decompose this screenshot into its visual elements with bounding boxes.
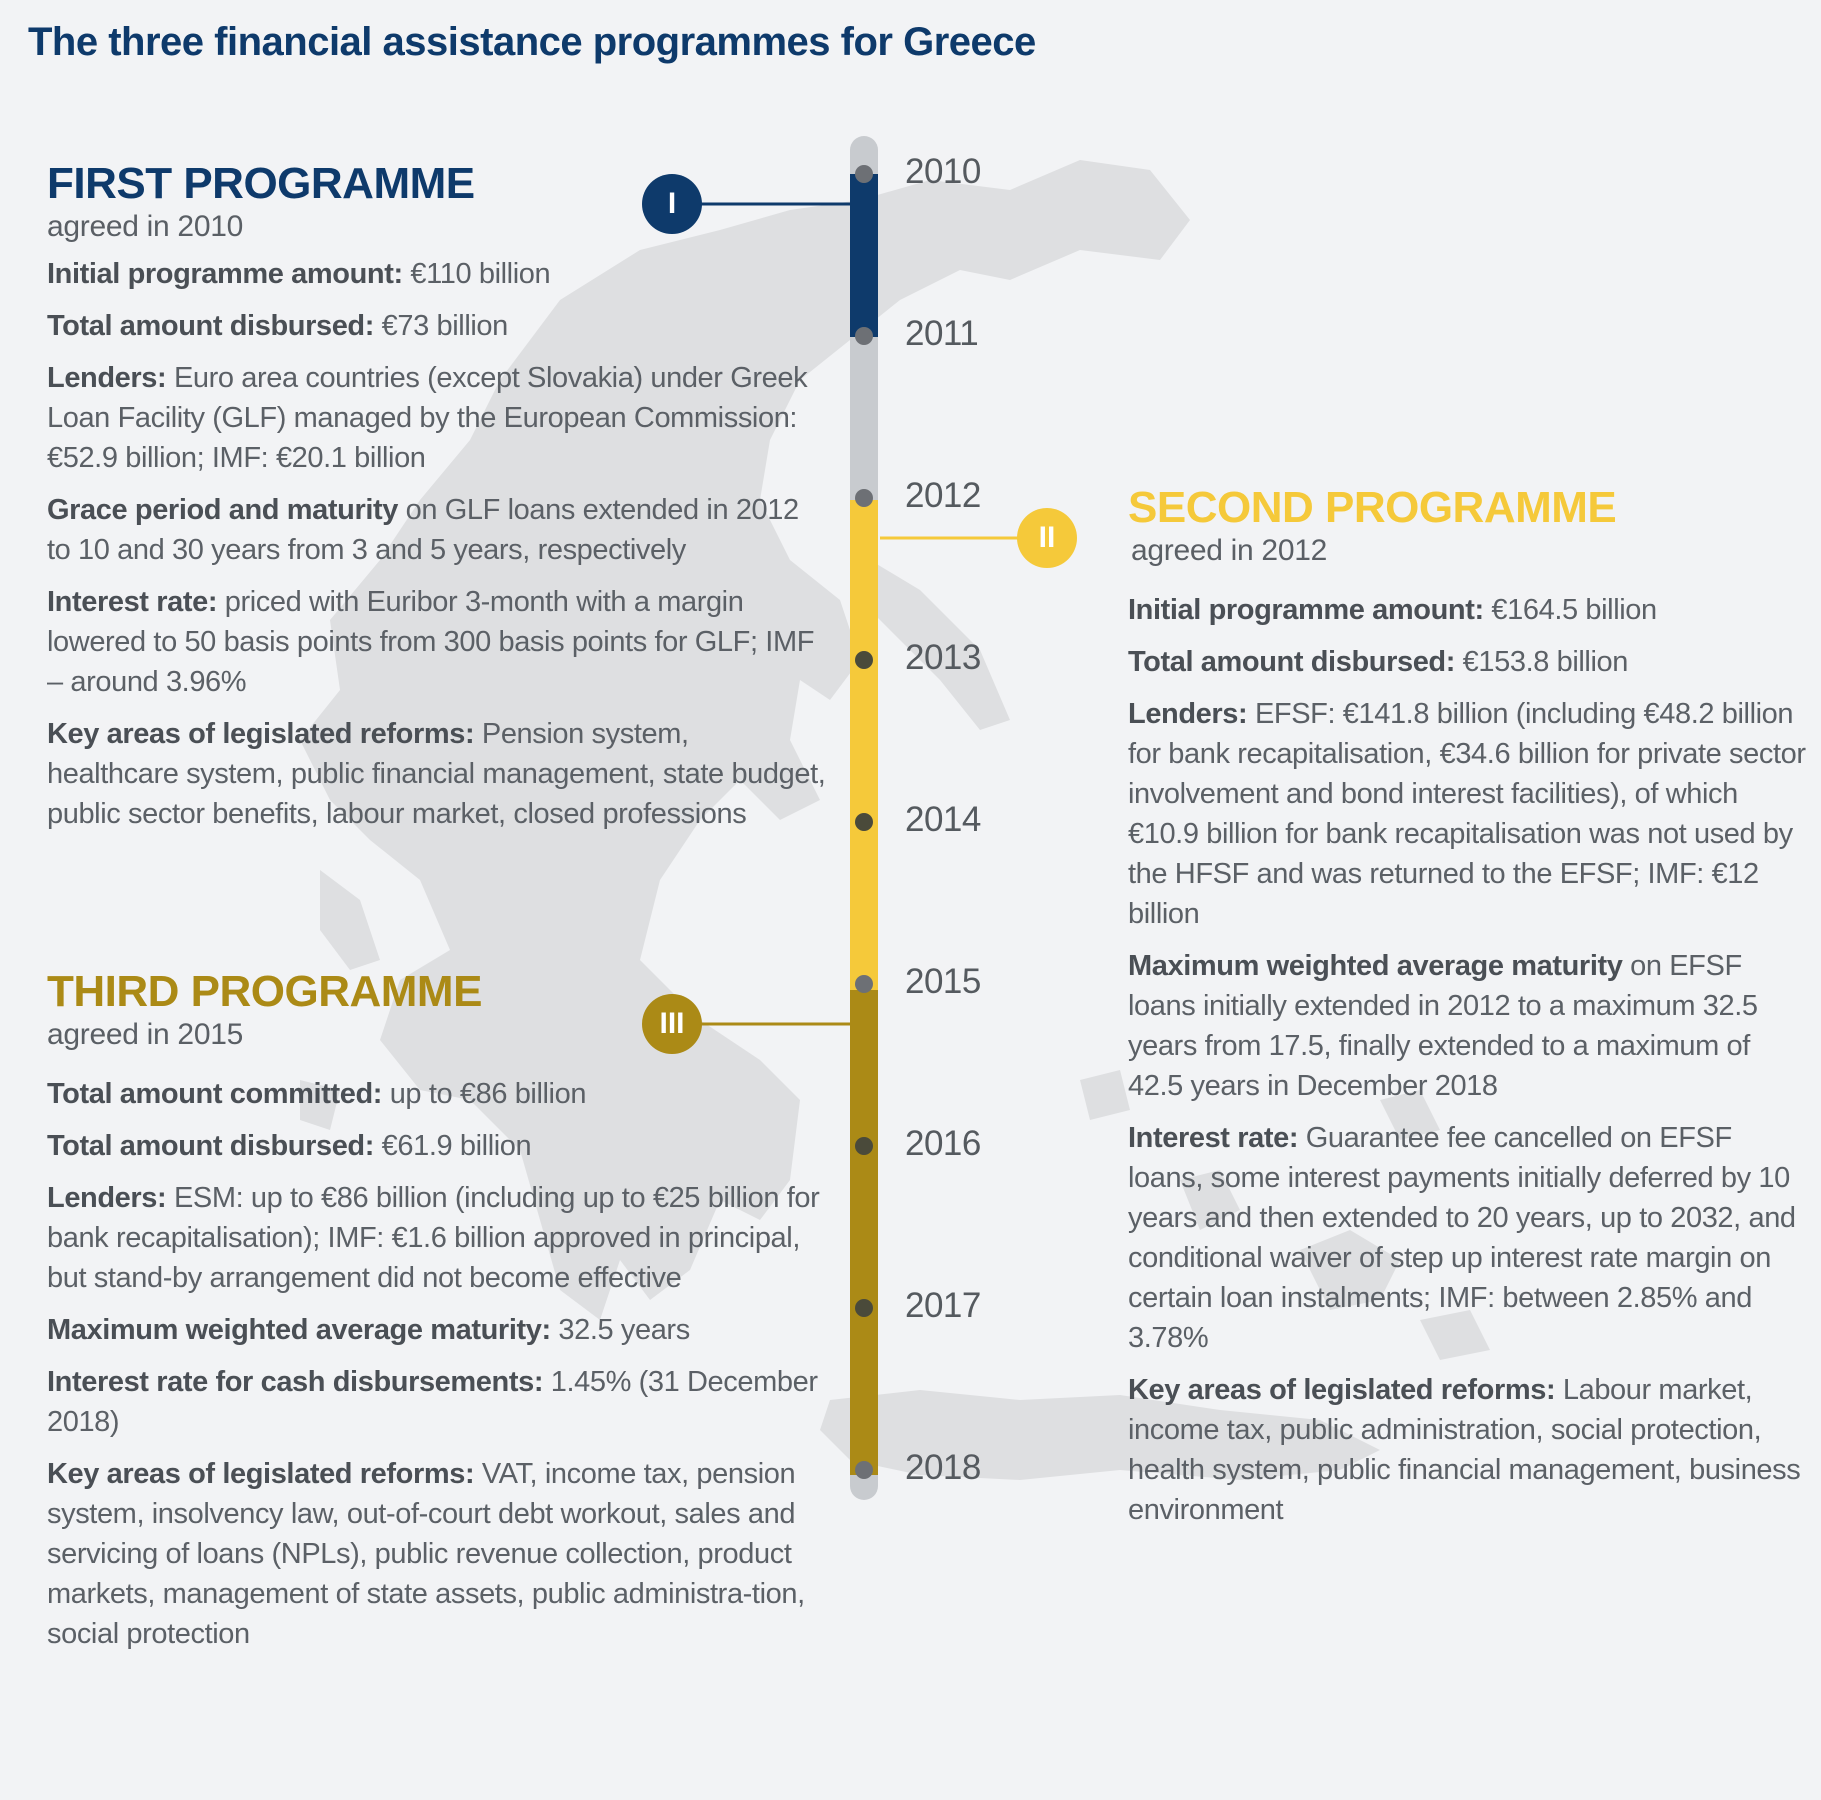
item-label: Interest rate: (47, 586, 218, 619)
timeline-dot-2012 (855, 489, 873, 507)
timeline-dot-2010 (855, 165, 873, 183)
item-label: Maximum weighted average maturity: (47, 1314, 551, 1347)
timeline-dot-2014 (855, 813, 873, 831)
badge-third: III (642, 994, 702, 1054)
item-text: Guarantee fee cancelled on EFSF loans, some interest payments initially deferred by 10 years and then extended to 20 years, up to 2032, and conditional waiver of step up interest rate margin on certain loan instalments; IMF: between 2.85% and 3.78% (1128, 1122, 1796, 1355)
item-text: on EFSF loans initially extended in 2012 to a maximum 32.5 years from 17.5, finally extended to a maximum of 42.5 years in December 2018 (1128, 950, 1758, 1103)
item-text: €61.9 billion (374, 1130, 532, 1163)
second-programme-item (1128, 642, 1808, 682)
second-programme-item (1128, 1118, 1808, 1358)
third-programme-heading: THIRD PROGRAMME (47, 967, 482, 1016)
badge-second: II (1017, 508, 1077, 568)
item-text: €164.5 billion (1483, 594, 1657, 627)
item-text: €110 billion (402, 258, 551, 291)
item-label: Interest rate for cash disbursements: (47, 1366, 544, 1399)
item-text: €73 billion (374, 310, 508, 343)
third-programme-agreed: agreed in 2015 (47, 1018, 243, 1052)
second-programme (1128, 484, 1808, 1542)
timeline-dot-2011 (855, 327, 873, 345)
item-text: 32.5 years (550, 1314, 690, 1347)
item-text: 1.45% (31 December 2018) (47, 1366, 818, 1439)
first-programme-item (47, 306, 827, 346)
item-text: VAT, income tax, pension system, insolvency law, out-of-court debt workout, sales and servicing of loans (NPLs), public revenue collection, product markets, management of state assets, public administra-tion, social protection (47, 1458, 805, 1651)
page-title: The three financial assistance programmes for Greece (28, 20, 1036, 64)
timeline-segment-first (850, 174, 878, 337)
first-programme-agreed: agreed in 2010 (47, 210, 243, 244)
item-label: Total amount disbursed: (47, 310, 374, 343)
item-text: €153.8 billion (1455, 646, 1628, 679)
item-text: priced with Euribor 3-month with a margin lowered to 50 basis points from 300 basis points for GLF; IMF – around 3.96% (47, 586, 815, 699)
third-programme-item (47, 1362, 827, 1442)
first-programme-item (47, 714, 827, 834)
badge-first: I (642, 174, 702, 234)
item-label: Key areas of legislated reforms: (1128, 1374, 1556, 1407)
item-text: Pension system, healthcare system, public financial management, state budget, public sector benefits, labour market, closed professions (47, 718, 826, 831)
item-label: Total amount committed: (47, 1078, 383, 1111)
first-programme-item (47, 254, 827, 294)
second-programme-item (1128, 694, 1808, 934)
timeline-dot-2017 (855, 1299, 873, 1317)
item-text: Euro area countries (except Slovakia) under Greek Loan Facility (GLF) managed by the European Commission: €52.9 billion; IMF: €20.1 billion (47, 362, 808, 475)
second-programme-item (1128, 946, 1808, 1106)
third-programme-item (47, 1126, 827, 1166)
item-text: ESM: up to €86 billion (including up to €25 billion for bank recapitalisation); IMF: €1.6 billion approved in principal, but stand-by arrangement did not become effective (47, 1182, 820, 1295)
item-label: Grace period and maturity (47, 494, 398, 527)
item-text: on GLF loans extended in 2012 to 10 and 30 years from 3 and 5 years, respectively (47, 494, 799, 567)
second-programme-item (1128, 590, 1808, 630)
item-label: Total amount disbursed: (47, 1130, 374, 1163)
second-programme-agreed: agreed in 2012 (1131, 534, 1327, 568)
timeline-dot-2016 (855, 1137, 873, 1155)
year-label-2017: 2017 (905, 1286, 981, 1325)
timeline-segment-second (850, 500, 878, 990)
item-label: Initial programme amount: (47, 258, 403, 291)
item-label: Key areas of legislated reforms: (47, 1458, 475, 1491)
timeline-dot-2013 (855, 651, 873, 669)
first-programme-heading: FIRST PROGRAMME (47, 159, 475, 208)
timeline-dot-2015 (855, 975, 873, 993)
third-programme-item (47, 1074, 827, 1114)
first-programme (47, 160, 827, 846)
item-text: up to €86 billion (382, 1078, 587, 1111)
item-text: EFSF: €141.8 billion (including €48.2 billion for bank recapitalisation, €34.6 billion for private sector involvement and bond interest facilities), of which €10.9 billion for bank recapitalisation was not used by the HFSF and was returned to the EFSF; IMF: €12 billion (1128, 698, 1806, 931)
item-label: Interest rate: (1128, 1122, 1299, 1155)
year-label-2011: 2011 (905, 314, 979, 353)
first-programme-item (47, 490, 827, 570)
timeline-segment-third (850, 990, 878, 1475)
third-programme-item (47, 1178, 827, 1298)
item-text: Labour market, income tax, public administration, social protection, health system, public financial management, business environment (1128, 1374, 1801, 1527)
third-programme (47, 968, 827, 1666)
year-label-2016: 2016 (905, 1124, 981, 1163)
third-programme-item (47, 1310, 827, 1350)
third-programme-item (47, 1454, 827, 1654)
first-programme-item (47, 358, 827, 478)
year-label-2012: 2012 (905, 476, 981, 515)
first-programme-item (47, 582, 827, 702)
year-label-2018: 2018 (905, 1448, 981, 1487)
second-programme-item (1128, 1370, 1808, 1530)
item-label: Initial programme amount: (1128, 594, 1484, 627)
item-label: Lenders: (47, 362, 167, 395)
year-label-2010: 2010 (905, 152, 981, 191)
item-label: Maximum weighted average maturity (1128, 950, 1623, 983)
timeline-dot-2018 (855, 1461, 873, 1479)
second-programme-heading: SECOND PROGRAMME (1128, 483, 1617, 532)
year-label-2015: 2015 (905, 962, 981, 1001)
year-label-2013: 2013 (905, 638, 981, 677)
item-label: Lenders: (1128, 698, 1248, 731)
item-label: Lenders: (47, 1182, 167, 1215)
item-label: Key areas of legislated reforms: (47, 718, 475, 751)
item-label: Total amount disbursed: (1128, 646, 1455, 679)
year-label-2014: 2014 (905, 800, 981, 839)
